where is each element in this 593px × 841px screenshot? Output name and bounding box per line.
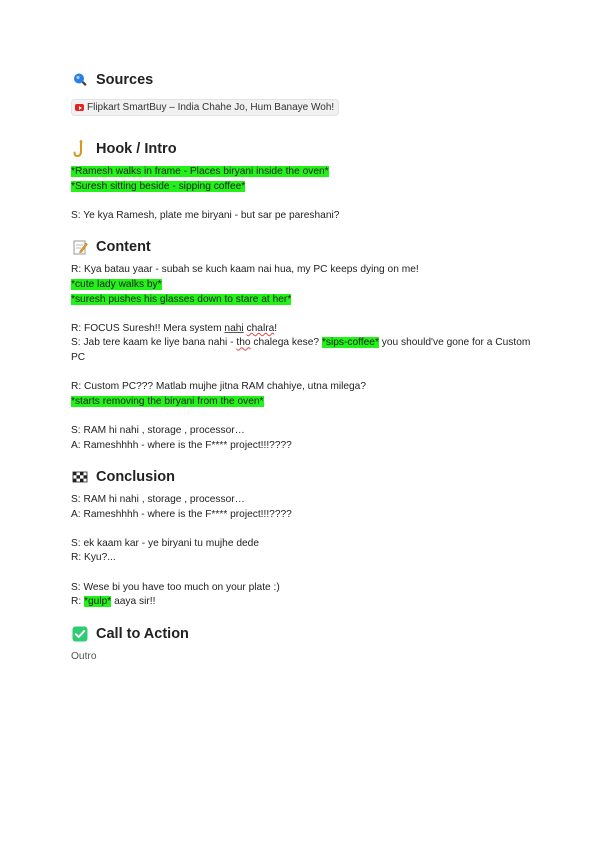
hook-heading xyxy=(71,139,531,159)
magnifier-icon xyxy=(71,71,89,89)
dialogue-line: R: Kya batau yaar - subah se kuch kaam nai hua, my PC keeps dying on me! xyxy=(71,264,419,276)
document-page xyxy=(71,70,531,664)
check-box-icon xyxy=(71,625,89,643)
conclusion-heading xyxy=(71,467,531,487)
sources-heading xyxy=(71,70,531,90)
dialogue-line: R: Kyu?... xyxy=(71,552,116,564)
cta-title: Call to Action xyxy=(96,625,189,642)
dialogue-line: R: Custom PC??? Matlab mujhe jitna RAM chahiye, utna milega? xyxy=(71,381,367,393)
hook-icon xyxy=(71,140,89,158)
dialogue-line: A: Rameshhhh - where is the F**** project!!!???? xyxy=(71,508,292,520)
cta-heading xyxy=(71,624,531,644)
action-line: *Ramesh walks in frame - Places biryani inside the oven* xyxy=(71,166,329,177)
dialogue-line: S: Jab tere kaam ke liye bana nahi - tho chalega kese? *sips-coffee* you should've gone for a Custom PC xyxy=(71,337,531,363)
sources-title: Sources xyxy=(96,72,154,88)
memo-icon xyxy=(71,238,89,256)
checkered-flag-icon xyxy=(71,468,89,486)
action-line: *Suresh sitting beside - sipping coffee* xyxy=(71,180,246,192)
action-line: *cute lady walks by* xyxy=(71,278,162,290)
source-link-chip[interactable] xyxy=(71,99,339,116)
dialogue-line: A: Rameshhhh - where is the F**** project!!!???? xyxy=(71,439,292,451)
hook-title: Hook / Intro xyxy=(96,141,177,157)
action-line: *starts removing the biryani from the oven* xyxy=(71,395,264,407)
outro-text: Outro xyxy=(71,650,97,662)
dialogue-line: R: *gulp* aaya sir!! xyxy=(71,596,156,608)
content-title: Content xyxy=(96,239,151,256)
dialogue-line: S: ek kaam kar - ye biryani tu mujhe dede xyxy=(71,537,259,549)
action-line: *suresh pushes his glasses down to stare at her* xyxy=(71,293,292,305)
dialogue-line: S: RAM hi nahi , storage , processor… xyxy=(71,424,245,436)
dialogue-line: R: FOCUS Suresh!! Mera system nahi chalra! xyxy=(71,322,278,334)
dialogue-line: S: Ye kya Ramesh, plate me biryani - but sar pe pareshani? xyxy=(71,209,340,221)
conclusion-title: Conclusion xyxy=(96,469,175,486)
dialogue-line: S: Wese bi you have too much on your plate :) xyxy=(71,581,280,593)
source-link-text: Flipkart SmartBuy – India Chahe Jo, Hum Banaye Woh! xyxy=(87,102,335,113)
youtube-icon xyxy=(75,104,84,111)
content-heading xyxy=(71,237,531,257)
dialogue-line: S: RAM hi nahi , storage , processor… xyxy=(71,494,245,506)
